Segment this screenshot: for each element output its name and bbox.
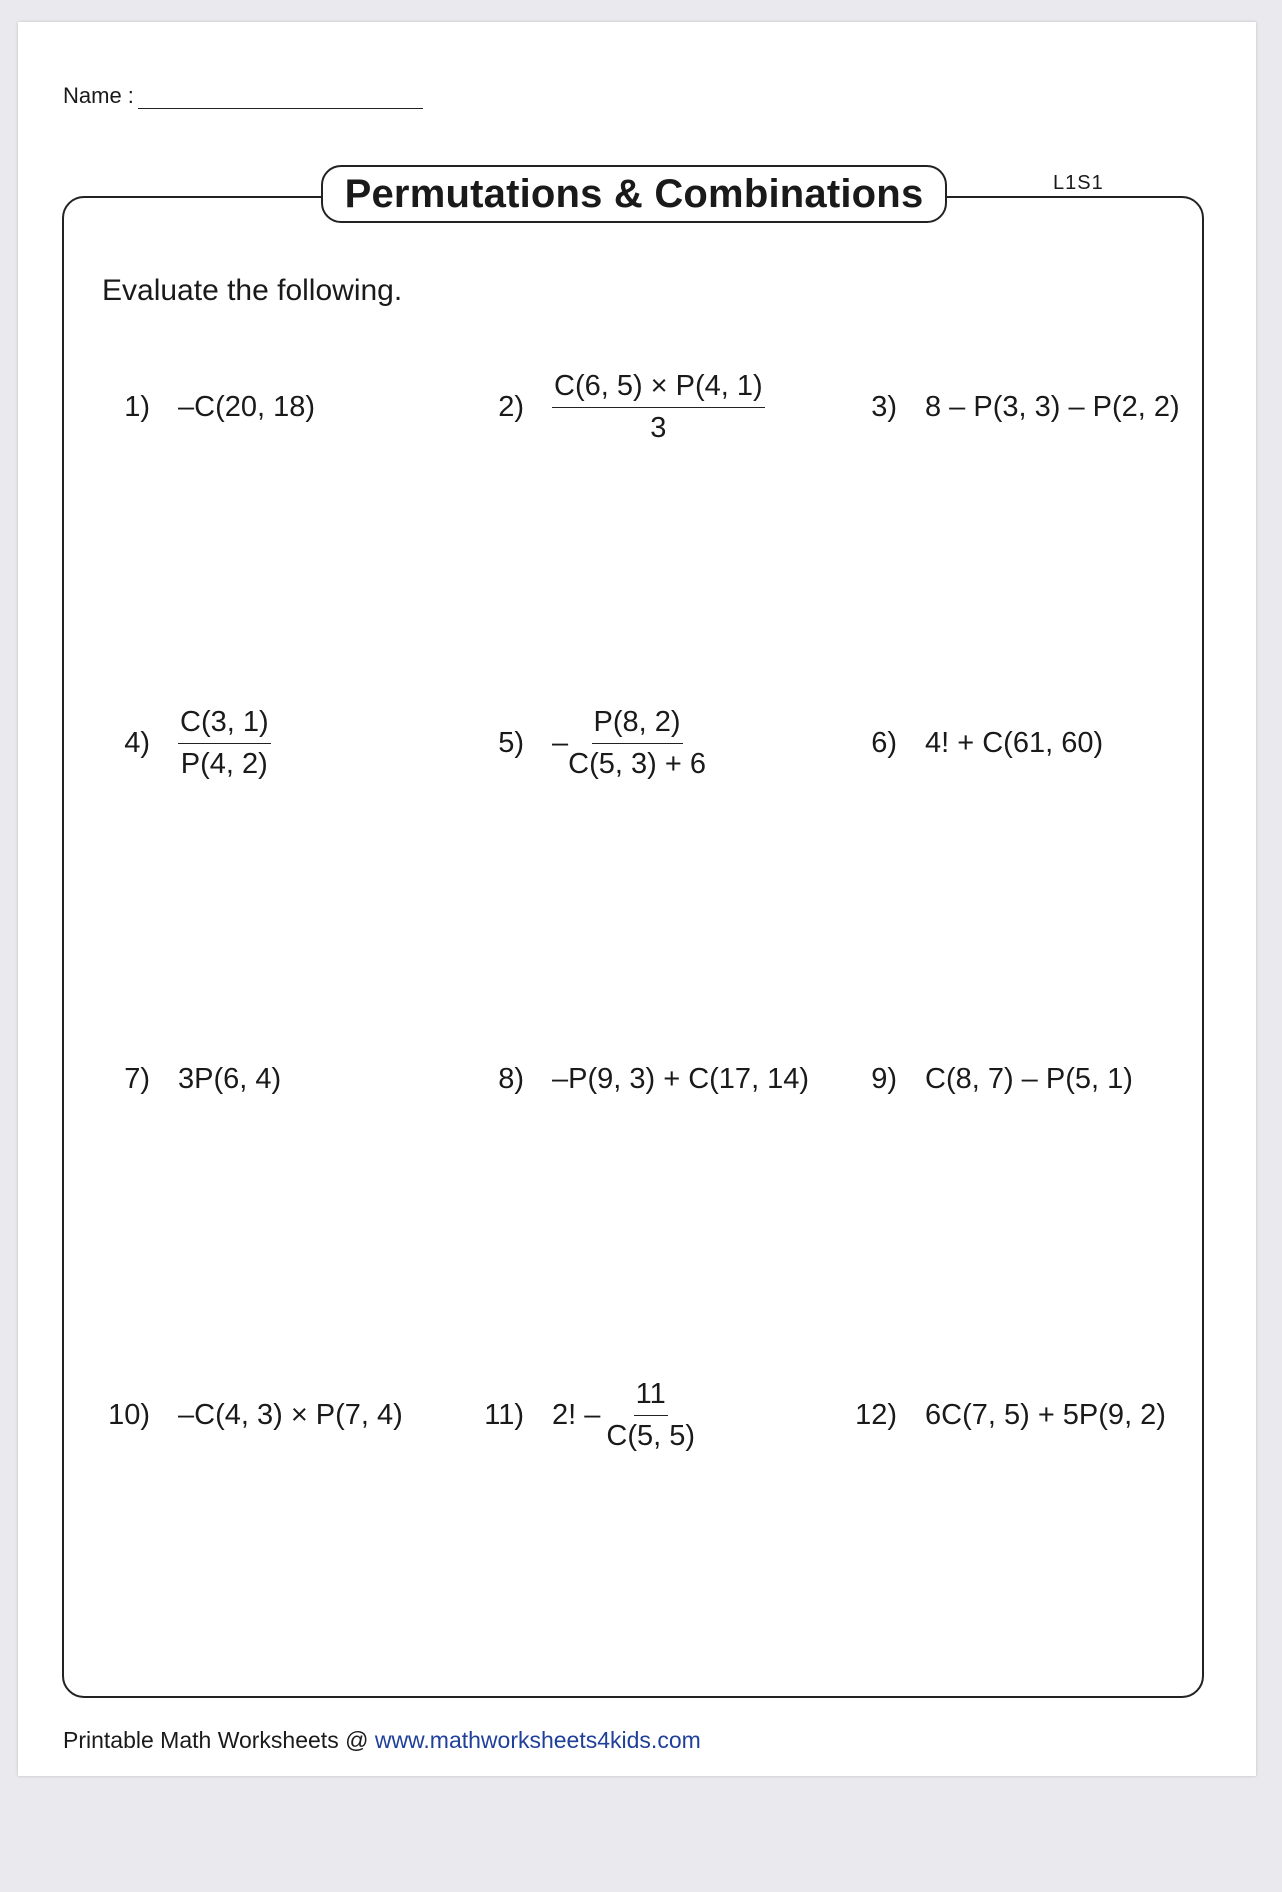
problem-fraction <box>606 1378 695 1453</box>
name-field <box>63 82 423 109</box>
name-line[interactable] <box>138 82 423 109</box>
problem-expression: –C(20, 18) <box>178 390 316 423</box>
problem-expression: –P(9, 3) + C(17, 14) <box>552 1062 810 1095</box>
problem-number: 1) <box>124 390 150 423</box>
problem-5 <box>476 701 706 785</box>
fraction-numerator: C(3, 1) <box>178 706 271 744</box>
footer-link[interactable]: www.mathworksheets4kids.com <box>374 1727 701 1753</box>
problem-number: 11) <box>484 1398 524 1431</box>
problem-number: 12) <box>855 1398 897 1431</box>
problem-fraction <box>568 706 706 781</box>
instructions: Evaluate the following. <box>102 274 403 307</box>
problem-9 <box>849 1057 1133 1101</box>
problem-expression: 6C(7, 5) + 5P(9, 2) <box>925 1398 1166 1431</box>
problem-number: 9) <box>871 1062 897 1095</box>
problem-number: 3) <box>871 390 897 423</box>
problem-11 <box>476 1373 695 1457</box>
fraction-denominator: P(4, 2) <box>180 747 268 780</box>
problem-number: 8) <box>498 1062 524 1095</box>
problem-2 <box>476 365 765 449</box>
worksheet-page <box>18 22 1256 1776</box>
problem-4 <box>102 701 271 785</box>
problem-12 <box>849 1393 1166 1437</box>
footer-text: Printable Math Worksheets @ <box>63 1727 375 1753</box>
problem-expression: 3P(6, 4) <box>178 1062 282 1095</box>
problem-10 <box>102 1393 403 1437</box>
problem-expression: 4! + C(61, 60) <box>925 726 1104 759</box>
problem-number: 2) <box>498 390 524 423</box>
problem-3 <box>849 385 1180 429</box>
problem-6 <box>849 721 1103 765</box>
problem-fraction <box>178 706 271 781</box>
page-title: Permutations & Combinations <box>321 165 947 223</box>
problem-7 <box>102 1057 281 1101</box>
fraction-numerator: P(8, 2) <box>592 706 683 744</box>
fraction-numerator: C(6, 5) × P(4, 1) <box>552 370 765 408</box>
problem-fraction <box>552 370 765 445</box>
problem-number: 5) <box>498 726 524 759</box>
problem-prefix: – <box>552 726 569 759</box>
problem-expression: –C(4, 3) × P(7, 4) <box>178 1398 403 1431</box>
problem-number: 4) <box>124 726 150 759</box>
fraction-numerator: 11 <box>634 1378 668 1416</box>
problem-number: 6) <box>871 726 897 759</box>
problem-number: 10) <box>108 1398 150 1431</box>
problem-1 <box>102 385 315 429</box>
problem-8 <box>476 1057 809 1101</box>
name-label: Name : <box>63 83 134 108</box>
problem-expression: 8 – P(3, 3) – P(2, 2) <box>925 390 1180 423</box>
fraction-denominator: C(5, 5) <box>606 1419 696 1452</box>
fraction-denominator: C(5, 3) + 6 <box>568 747 706 780</box>
problem-prefix: 2! – <box>552 1398 601 1431</box>
worksheet-code: L1S1 <box>1053 172 1104 194</box>
fraction-denominator: 3 <box>650 411 667 444</box>
footer <box>63 1727 701 1754</box>
problem-number: 7) <box>124 1062 150 1095</box>
problem-expression: C(8, 7) – P(5, 1) <box>925 1062 1133 1095</box>
